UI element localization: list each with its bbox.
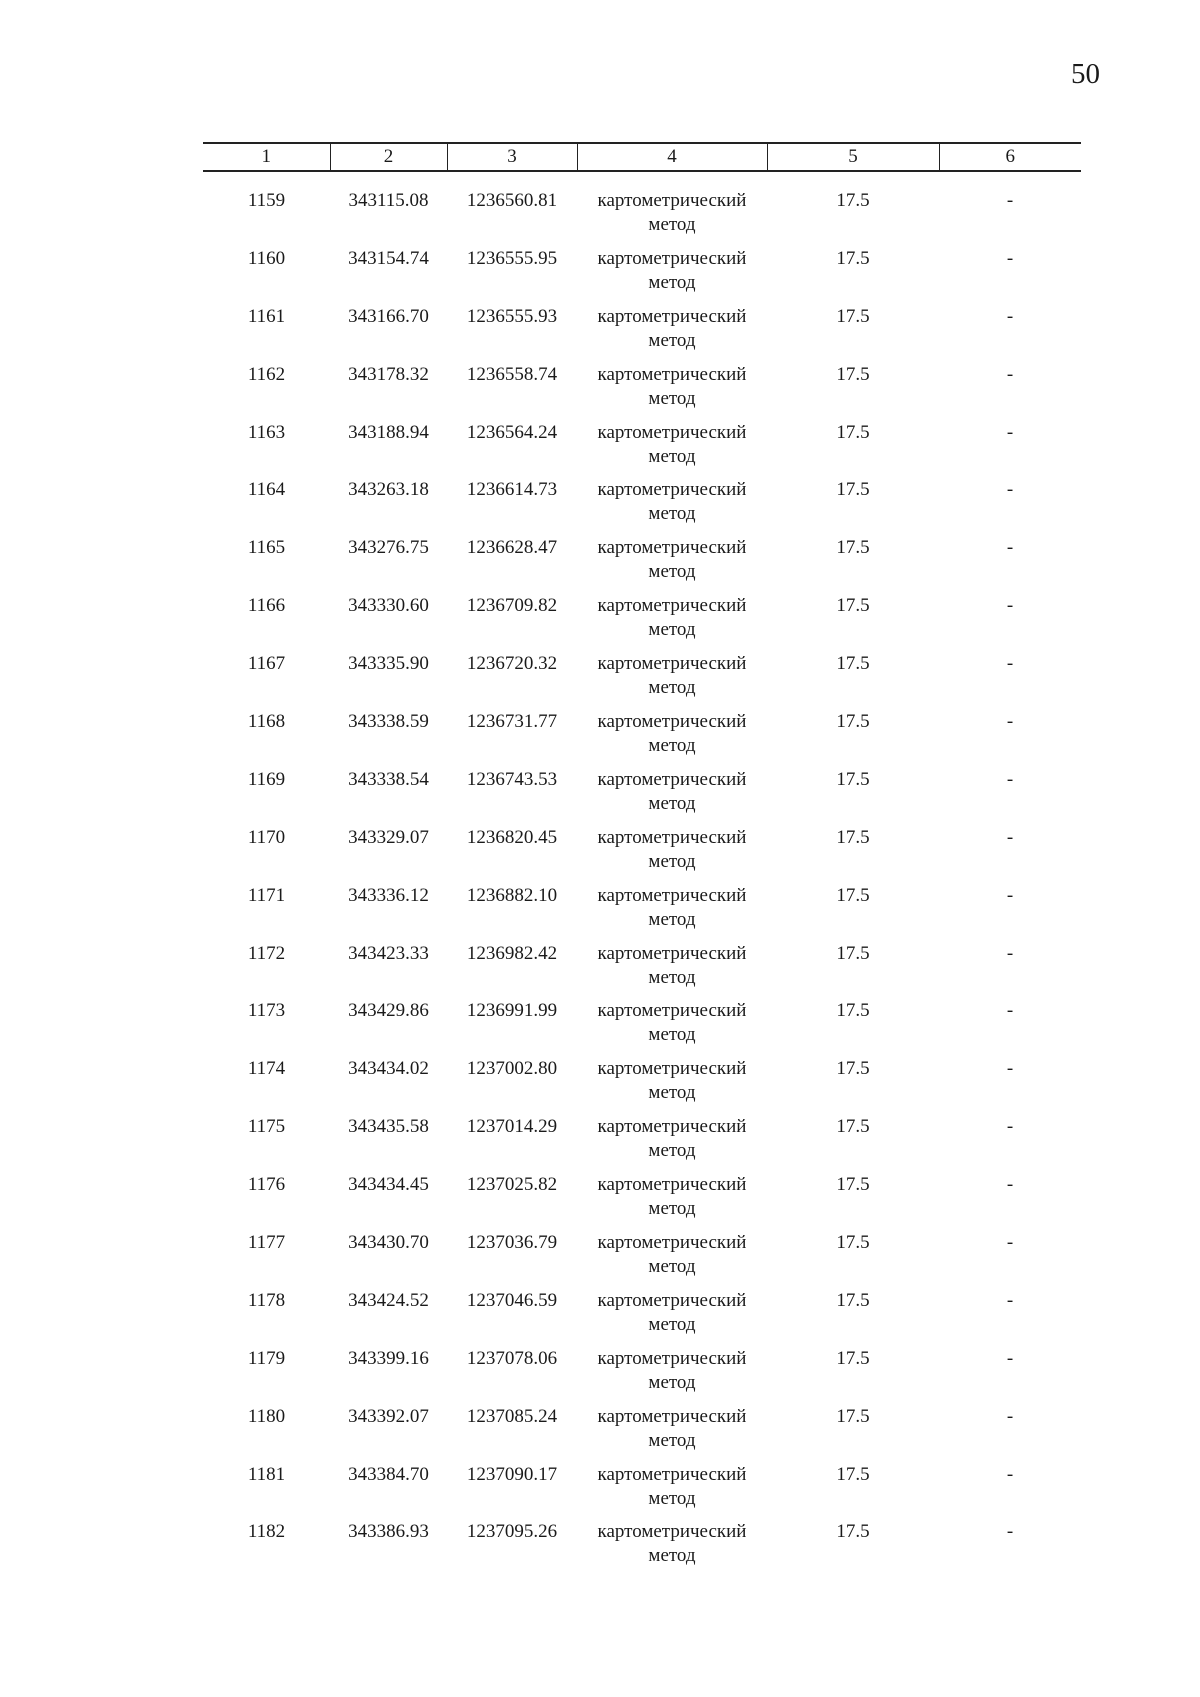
table-row <box>203 590 1081 648</box>
method-line-1: картометрический <box>597 1463 747 1485</box>
method-line-2: метод <box>648 329 696 351</box>
note-cell: - <box>1006 305 1014 327</box>
method-line-1: картометрический <box>597 537 747 559</box>
coordinate-y-cell: 1237025.82 <box>466 1174 558 1196</box>
method-line-2: метод <box>648 271 696 293</box>
coordinate-y-cell: 1237095.26 <box>466 1521 558 1543</box>
accuracy-cell: 17.5 <box>836 1058 870 1080</box>
method-cell <box>577 1231 767 1279</box>
accuracy-cell: 17.5 <box>836 421 870 443</box>
coordinate-y-cell: 1237014.29 <box>466 1116 558 1138</box>
table-row <box>203 1516 1081 1574</box>
method-line-1: картометрический <box>597 768 747 790</box>
coordinate-x-cell: 343188.94 <box>348 421 429 443</box>
accuracy-cell: 17.5 <box>836 537 870 559</box>
accuracy-cell: 17.5 <box>836 884 870 906</box>
method-line-2: метод <box>648 966 696 988</box>
note-cell: - <box>1006 1058 1014 1080</box>
accuracy-cell: 17.5 <box>836 190 870 211</box>
method-line-1: картометрический <box>597 363 747 385</box>
coordinate-x-cell: 343429.86 <box>348 1000 429 1022</box>
table-row <box>203 822 1081 880</box>
method-line-2: метод <box>648 561 696 583</box>
method-line-1: картометрический <box>597 1405 747 1427</box>
method-cell <box>577 189 767 237</box>
method-line-1: картометрический <box>597 1232 747 1254</box>
point-number-cell: 1166 <box>247 595 286 617</box>
method-line-1: картометрический <box>597 711 747 733</box>
table-body <box>203 185 1081 1574</box>
coordinate-y-cell: 1237036.79 <box>466 1232 558 1254</box>
note-cell: - <box>1006 537 1014 559</box>
coordinate-y-cell: 1236560.81 <box>466 190 558 211</box>
method-line-1: картометрический <box>597 1289 747 1311</box>
method-line-2: метод <box>648 1545 696 1567</box>
method-cell <box>577 942 767 990</box>
method-line-2: метод <box>648 1487 696 1509</box>
coordinate-x-cell: 343335.90 <box>348 653 429 675</box>
note-cell: - <box>1006 884 1014 906</box>
coordinate-x-cell: 343263.18 <box>348 479 429 501</box>
method-cell <box>577 884 767 932</box>
table-row <box>203 417 1081 475</box>
method-line-1: картометрический <box>597 1000 747 1022</box>
point-number-cell: 1174 <box>247 1058 286 1080</box>
accuracy-cell: 17.5 <box>836 247 870 269</box>
method-cell <box>577 652 767 700</box>
point-number-cell: 1177 <box>247 1232 286 1254</box>
column-header-5: 5 <box>767 143 939 171</box>
method-line-1: картометрический <box>597 1174 747 1196</box>
coordinate-y-cell: 1236720.32 <box>466 653 558 675</box>
page-number: 50 <box>1071 58 1100 90</box>
point-number-cell: 1178 <box>247 1289 286 1311</box>
method-cell <box>577 478 767 526</box>
coordinate-y-cell: 1237046.59 <box>466 1289 558 1311</box>
accuracy-cell: 17.5 <box>836 1289 870 1311</box>
method-line-1: картометрический <box>597 826 747 848</box>
point-number-cell: 1179 <box>247 1347 286 1369</box>
table-row <box>203 1111 1081 1169</box>
note-cell: - <box>1006 421 1014 443</box>
point-number-cell: 1175 <box>247 1116 286 1138</box>
coordinate-x-cell: 343329.07 <box>348 826 429 848</box>
point-number-cell: 1176 <box>247 1174 286 1196</box>
point-number-cell: 1170 <box>247 826 286 848</box>
note-cell: - <box>1006 826 1014 848</box>
coordinate-x-cell: 343338.59 <box>348 711 429 733</box>
column-header-2: 2 <box>330 143 447 171</box>
method-line-2: метод <box>648 792 696 814</box>
method-line-1: картометрический <box>597 942 747 964</box>
coordinate-y-cell: 1236564.24 <box>466 421 558 443</box>
method-line-2: метод <box>648 735 696 757</box>
point-number-cell: 1180 <box>247 1405 286 1427</box>
coordinate-y-cell: 1236882.10 <box>466 884 558 906</box>
point-number-cell: 1159 <box>247 190 286 211</box>
method-line-2: метод <box>648 1371 696 1393</box>
coordinate-x-cell: 343276.75 <box>348 537 429 559</box>
point-number-cell: 1173 <box>247 1000 286 1022</box>
accuracy-cell: 17.5 <box>836 942 870 964</box>
accuracy-cell: 17.5 <box>836 1000 870 1022</box>
method-line-2: метод <box>648 677 696 699</box>
column-header-6: 6 <box>939 143 1081 171</box>
method-line-2: метод <box>648 850 696 872</box>
method-cell <box>577 826 767 874</box>
method-cell <box>577 710 767 758</box>
note-cell: - <box>1006 711 1014 733</box>
table-row <box>203 1227 1081 1285</box>
method-cell <box>577 1173 767 1221</box>
method-cell <box>577 1289 767 1337</box>
point-number-cell: 1164 <box>247 479 286 501</box>
method-line-2: метод <box>648 387 696 409</box>
table-row <box>203 1343 1081 1401</box>
coordinate-x-cell: 343399.16 <box>348 1347 429 1369</box>
method-line-1: картометрический <box>597 1521 747 1543</box>
column-header-4: 4 <box>577 143 767 171</box>
method-line-1: картометрический <box>597 305 747 327</box>
note-cell: - <box>1006 247 1014 269</box>
note-cell: - <box>1006 1232 1014 1254</box>
table-row <box>203 185 1081 243</box>
method-cell <box>577 999 767 1047</box>
note-cell: - <box>1006 1000 1014 1022</box>
method-line-2: метод <box>648 908 696 930</box>
method-line-1: картометрический <box>597 1058 747 1080</box>
table-row <box>203 474 1081 532</box>
table-row <box>203 1169 1081 1227</box>
accuracy-cell: 17.5 <box>836 595 870 617</box>
method-cell <box>577 305 767 353</box>
note-cell: - <box>1006 653 1014 675</box>
note-cell: - <box>1006 1116 1014 1138</box>
method-cell <box>577 1057 767 1105</box>
coordinate-y-cell: 1236558.74 <box>466 363 558 385</box>
coordinate-y-cell: 1237090.17 <box>466 1463 558 1485</box>
method-line-1: картометрический <box>597 190 747 211</box>
note-cell: - <box>1006 1521 1014 1543</box>
point-number-cell: 1172 <box>247 942 286 964</box>
coordinate-x-cell: 343386.93 <box>348 1521 429 1543</box>
note-cell: - <box>1006 190 1014 211</box>
method-cell <box>577 1463 767 1511</box>
point-number-cell: 1182 <box>247 1521 286 1543</box>
table-row <box>203 1459 1081 1517</box>
coordinate-y-cell: 1236709.82 <box>466 595 558 617</box>
table-row <box>203 764 1081 822</box>
method-line-2: метод <box>648 214 696 235</box>
note-cell: - <box>1006 1463 1014 1485</box>
accuracy-cell: 17.5 <box>836 1521 870 1543</box>
coordinate-y-cell: 1237085.24 <box>466 1405 558 1427</box>
method-line-2: метод <box>648 619 696 641</box>
point-number-cell: 1163 <box>247 421 286 443</box>
point-number-cell: 1162 <box>247 363 286 385</box>
accuracy-cell: 17.5 <box>836 1405 870 1427</box>
coordinate-y-cell: 1236555.93 <box>466 305 558 327</box>
point-number-cell: 1169 <box>247 768 286 790</box>
coordinate-x-cell: 343434.45 <box>348 1174 429 1196</box>
method-cell <box>577 536 767 584</box>
method-cell <box>577 594 767 642</box>
note-cell: - <box>1006 1289 1014 1311</box>
coordinate-x-cell: 343434.02 <box>348 1058 429 1080</box>
coordinate-y-cell: 1236628.47 <box>466 537 558 559</box>
accuracy-cell: 17.5 <box>836 479 870 501</box>
coordinate-x-cell: 343115.08 <box>348 190 429 211</box>
coordinate-x-cell: 343336.12 <box>348 884 429 906</box>
method-line-2: метод <box>648 1256 696 1278</box>
coordinate-y-cell: 1236731.77 <box>466 711 558 733</box>
coordinate-y-cell: 1236982.42 <box>466 942 558 964</box>
note-cell: - <box>1006 1347 1014 1369</box>
table-row <box>203 1285 1081 1343</box>
note-cell: - <box>1006 479 1014 501</box>
coordinate-x-cell: 343423.33 <box>348 942 429 964</box>
coordinate-x-cell: 343392.07 <box>348 1405 429 1427</box>
accuracy-cell: 17.5 <box>836 653 870 675</box>
method-line-2: метод <box>648 1082 696 1104</box>
table-row <box>203 243 1081 301</box>
coordinate-x-cell: 343338.54 <box>348 768 429 790</box>
method-line-2: метод <box>648 1429 696 1451</box>
accuracy-cell: 17.5 <box>836 305 870 327</box>
coordinate-y-cell: 1236555.95 <box>466 247 558 269</box>
coordinate-x-cell: 343166.70 <box>348 305 429 327</box>
method-line-1: картометрический <box>597 247 747 269</box>
accuracy-cell: 17.5 <box>836 826 870 848</box>
note-cell: - <box>1006 1174 1014 1196</box>
point-number-cell: 1160 <box>247 247 286 269</box>
note-cell: - <box>1006 1405 1014 1427</box>
method-line-1: картометрический <box>597 1347 747 1369</box>
method-cell <box>577 1405 767 1453</box>
point-number-cell: 1168 <box>247 711 286 733</box>
table-row <box>203 359 1081 417</box>
column-header-3: 3 <box>447 143 577 171</box>
method-cell <box>577 421 767 469</box>
method-line-2: метод <box>648 1313 696 1335</box>
method-line-2: метод <box>648 1024 696 1046</box>
coordinate-x-cell: 343154.74 <box>348 247 429 269</box>
method-cell <box>577 1115 767 1163</box>
method-line-2: метод <box>648 1140 696 1162</box>
coordinate-y-cell: 1236820.45 <box>466 826 558 848</box>
header-row <box>203 143 1081 171</box>
accuracy-cell: 17.5 <box>836 1174 870 1196</box>
coordinate-y-cell: 1236991.99 <box>466 1000 558 1022</box>
point-number-cell: 1165 <box>247 537 286 559</box>
method-line-2: метод <box>648 503 696 525</box>
coordinate-y-cell: 1237078.06 <box>466 1347 558 1369</box>
coordinate-x-cell: 343330.60 <box>348 595 429 617</box>
accuracy-cell: 17.5 <box>836 711 870 733</box>
note-cell: - <box>1006 363 1014 385</box>
table-row <box>203 532 1081 590</box>
table-row <box>203 648 1081 706</box>
note-cell: - <box>1006 595 1014 617</box>
method-cell <box>577 1347 767 1395</box>
table-row <box>203 1053 1081 1111</box>
method-cell <box>577 1520 767 1568</box>
method-cell <box>577 768 767 816</box>
table-row <box>203 995 1081 1053</box>
accuracy-cell: 17.5 <box>836 768 870 790</box>
method-line-1: картометрический <box>597 884 747 906</box>
point-number-cell: 1161 <box>247 305 286 327</box>
table-row <box>203 1401 1081 1459</box>
method-line-1: картометрический <box>597 479 747 501</box>
coordinate-y-cell: 1237002.80 <box>466 1058 558 1080</box>
table-row <box>203 880 1081 938</box>
method-cell <box>577 247 767 295</box>
coordinate-y-cell: 1236743.53 <box>466 768 558 790</box>
accuracy-cell: 17.5 <box>836 1347 870 1369</box>
accuracy-cell: 17.5 <box>836 1116 870 1138</box>
coordinate-x-cell: 343424.52 <box>348 1289 429 1311</box>
method-line-1: картометрический <box>597 653 747 675</box>
table-row <box>203 706 1081 764</box>
coordinate-y-cell: 1236614.73 <box>466 479 558 501</box>
point-number-cell: 1171 <box>247 884 286 906</box>
accuracy-cell: 17.5 <box>836 1232 870 1254</box>
table-header <box>203 142 1081 172</box>
note-cell: - <box>1006 768 1014 790</box>
method-line-2: метод <box>648 1198 696 1220</box>
coordinate-x-cell: 343384.70 <box>348 1463 429 1485</box>
column-header-1: 1 <box>203 143 330 171</box>
coordinate-x-cell: 343430.70 <box>348 1232 429 1254</box>
method-line-2: метод <box>648 445 696 467</box>
point-number-cell: 1181 <box>247 1463 286 1485</box>
coordinate-x-cell: 343435.58 <box>348 1116 429 1138</box>
table-row <box>203 301 1081 359</box>
method-line-1: картометрический <box>597 595 747 617</box>
method-line-1: картометрический <box>597 1116 747 1138</box>
note-cell: - <box>1006 942 1014 964</box>
point-number-cell: 1167 <box>247 653 286 675</box>
accuracy-cell: 17.5 <box>836 363 870 385</box>
method-line-1: картометрический <box>597 421 747 443</box>
accuracy-cell: 17.5 <box>836 1463 870 1485</box>
method-cell <box>577 363 767 411</box>
coordinate-x-cell: 343178.32 <box>348 363 429 385</box>
table-row <box>203 938 1081 996</box>
